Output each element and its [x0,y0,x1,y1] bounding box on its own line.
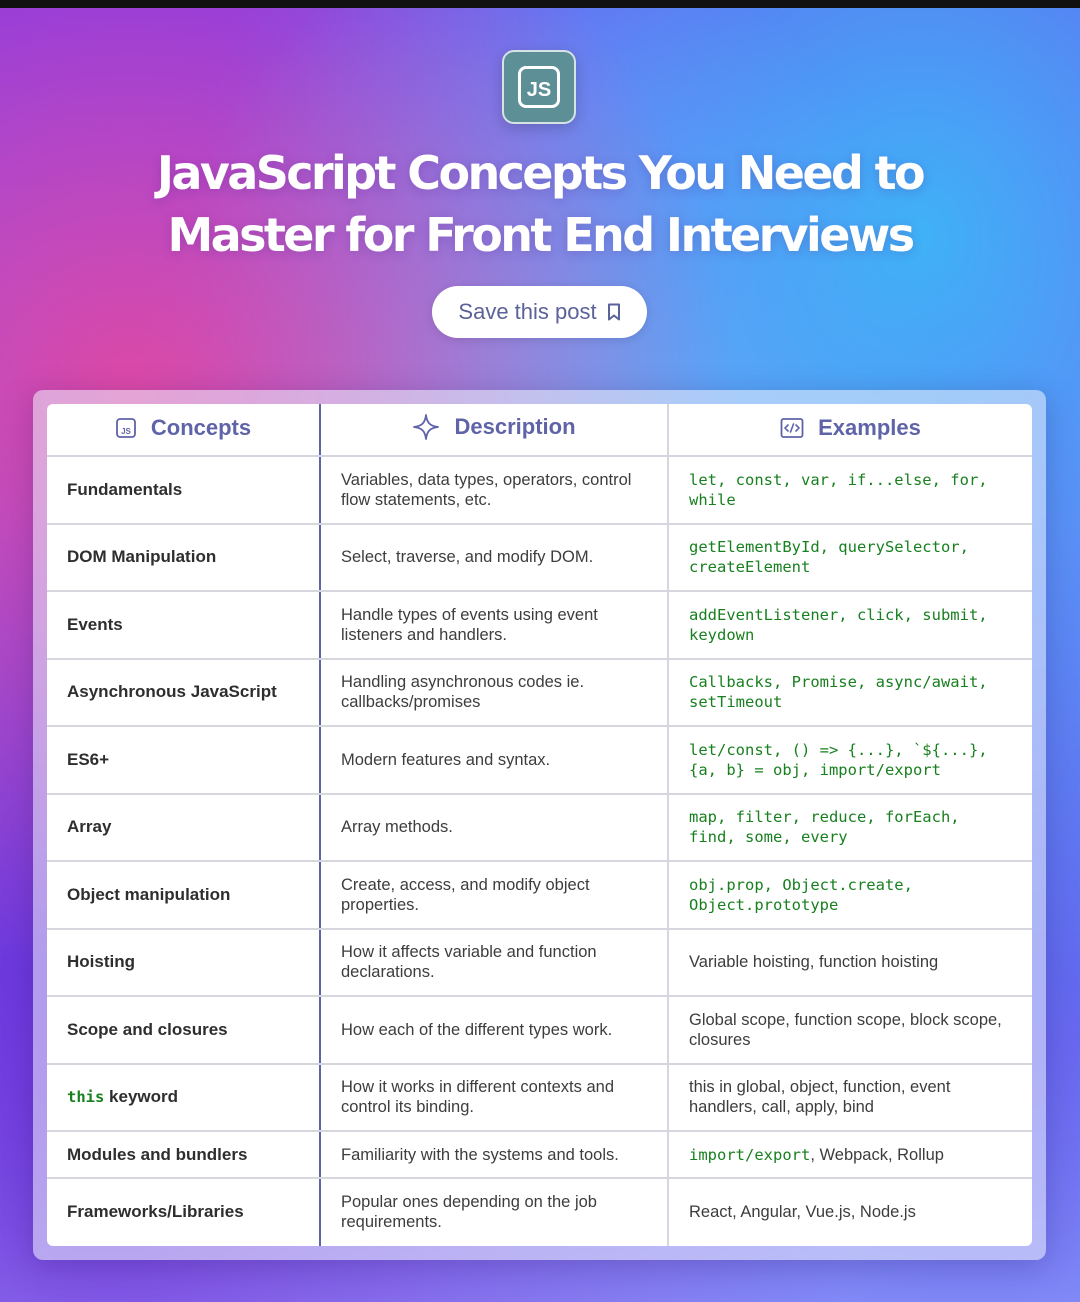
table-row [47,996,1032,1064]
header-concepts-label: Concepts [150,414,252,440]
description-cell: Array methods. [320,794,668,862]
table-row [47,861,1032,929]
svg-text:JS: JS [120,426,131,436]
table-row [47,794,1032,862]
table-row [47,1178,1032,1246]
table-row [47,1064,1032,1132]
examples-cell: Callbacks, Promise, async/await, setTimeout [668,659,1032,727]
js-logo-text: JS [526,79,552,101]
code-file-icon [780,417,804,439]
concepts-table [47,404,1032,1246]
header-description-label: Description [454,413,576,439]
examples-cell: getElementById, querySelector, createElement [668,524,1032,592]
concept-cell: Object manipulation [47,861,320,929]
concept-cell: Frameworks/Libraries [47,1178,320,1246]
description-cell: How it affects variable and function declarations. [320,929,668,997]
sparkle-icon [412,413,440,441]
concept-cell: Events [47,591,320,659]
save-post-label: Save this post [458,299,597,324]
table-row [47,726,1032,794]
examples-cell: map, filter, reduce, forEach, find, some, every [668,794,1032,862]
concept-cell: Fundamentals [47,456,320,524]
examples-cell: let/const, () => {...}, `${...}, {a, b} = obj, import/export [668,726,1032,794]
table-row [47,1131,1032,1178]
concept-cell [47,1064,320,1132]
description-cell: Create, access, and modify object properties. [320,861,668,929]
examples-cell: Variable hoisting, function hoisting [668,929,1032,997]
header-examples-label: Examples [818,414,921,440]
examples-cell: obj.prop, Object.create, Object.prototype [668,861,1032,929]
concept-text: keyword [104,1087,179,1107]
table-row [47,524,1032,592]
description-cell: Modern features and syntax. [320,726,668,794]
description-cell: How each of the different types work. [320,996,668,1064]
table-header-row [47,404,1032,456]
examples-cell: React, Angular, Vue.js, Node.js [689,1203,916,1222]
js-file-icon [115,417,137,439]
examples-cell: let, const, var, if...else, for, while [668,456,1032,524]
concept-cell: Array [47,794,320,862]
concept-cell: DOM Manipulation [47,524,320,592]
header-concepts [47,404,320,456]
examples-text: , Webpack, Rollup [810,1145,944,1164]
table-row [47,456,1032,524]
save-post-button[interactable] [432,286,647,338]
concept-cell: Hoisting [47,929,320,997]
concept-cell: Asynchronous JavaScript [47,659,320,727]
header-description [320,404,668,456]
concept-cell: ES6+ [47,726,320,794]
description-cell: Familiarity with the systems and tools. [320,1131,668,1178]
table-row [47,659,1032,727]
description-cell: Handle types of events using event listeners and handlers. [320,591,668,659]
top-border [0,0,1080,8]
description-cell: Variables, data types, operators, control flow statements, etc. [320,456,668,524]
description-cell: How it works in different contexts and control its binding. [320,1064,668,1132]
table-row [47,591,1032,659]
js-logo-icon [518,66,560,108]
description-cell: Popular ones depending on the job requirements. [320,1178,668,1246]
js-logo [502,50,576,124]
examples-cell: this in global, object, function, event handlers, call, apply, bind [668,1064,1032,1132]
examples-code: import/export [689,1145,811,1164]
concept-cell: Modules and bundlers [47,1131,320,1178]
concepts-table-container [47,404,1032,1246]
description-cell: Select, traverse, and modify DOM. [320,524,668,592]
bookmark-icon [607,303,621,321]
concept-cell: Scope and closures [47,996,320,1064]
concept-code: this [67,1088,105,1107]
examples-cell: Global scope, function scope, block scope, closures [668,996,1032,1064]
header-examples [668,404,1032,456]
examples-cell [668,1131,1032,1178]
page-title: JavaScript Concepts You Need to Master for Front End Interviews [156,146,924,262]
examples-cell: addEventListener, click, submit, keydown [668,591,1032,659]
table-row [47,929,1032,997]
description-cell: Handling asynchronous codes ie. callbacks/promises [320,659,668,727]
